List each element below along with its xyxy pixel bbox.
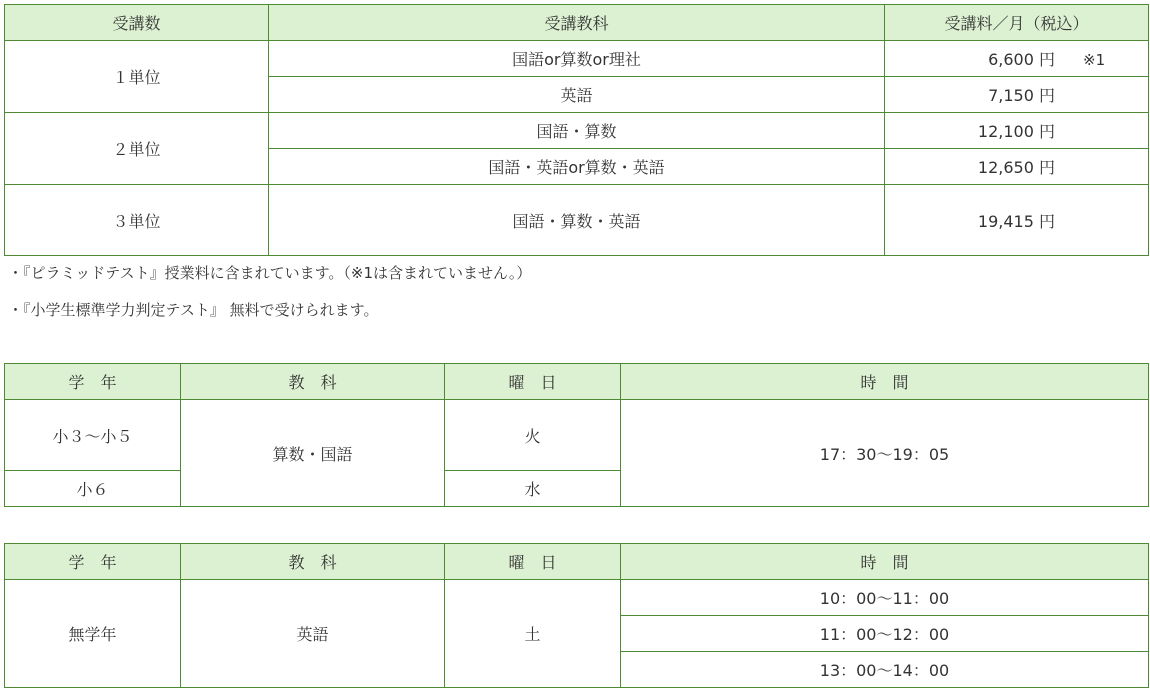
s2-header-day: 曜 日 xyxy=(445,544,621,580)
unit2-label: ２単位 xyxy=(5,113,269,185)
s1-grade-b: 小６ xyxy=(5,471,181,507)
s1-subject: 算数・国語 xyxy=(181,400,445,507)
s1-day-b: 水 xyxy=(445,471,621,507)
s1-header-day: 曜 日 xyxy=(445,364,621,400)
unit1-price-cell-1 xyxy=(885,41,1149,77)
note-pyramid-test: ・『ピラミッドテスト』授業料に含まれています。（※1は含まれていません。） xyxy=(8,264,532,282)
s2-grade: 無学年 xyxy=(5,580,181,688)
s2-subject: 英語 xyxy=(181,580,445,688)
unit2-price-cell-2 xyxy=(885,149,1149,185)
unit3-label: ３単位 xyxy=(5,185,269,256)
unit1-label: １単位 xyxy=(5,41,269,113)
s2-header-subject: 教 科 xyxy=(181,544,445,580)
s1-time: 17：30〜19：05 xyxy=(621,400,1149,507)
unit3-subject: 国語・算数・英語 xyxy=(269,185,885,256)
unit2-subject-1: 国語・算数 xyxy=(269,113,885,149)
s1-header-time: 時 間 xyxy=(621,364,1149,400)
s1-grade-a: 小３〜小５ xyxy=(5,400,181,471)
unit3-price: 19,415 円 xyxy=(977,211,1055,231)
s2-day: 土 xyxy=(445,580,621,688)
schedule-table-1 xyxy=(4,363,1149,507)
s1-header-grade: 学 年 xyxy=(5,364,181,400)
s2-header-time: 時 間 xyxy=(621,544,1149,580)
note-standard-test: ・『小学生標準学力判定テスト』 無料で受けられます。 xyxy=(8,301,379,319)
s2-time-3: 13：00〜14：00 xyxy=(621,652,1149,688)
fee-table xyxy=(4,4,1149,256)
s1-header-subject: 教 科 xyxy=(181,364,445,400)
schedule-table-2 xyxy=(4,543,1149,688)
unit1-price-cell-2 xyxy=(885,77,1149,113)
unit2-price-2: 12,650 円 xyxy=(977,158,1055,177)
unit1-price-1: 6,600 円 xyxy=(988,50,1055,69)
unit1-subject-2: 英語 xyxy=(269,77,885,113)
fee-header-subject: 受講教科 xyxy=(269,5,885,41)
unit3-price-cell xyxy=(885,185,1149,256)
unit1-price-2: 7,150 円 xyxy=(988,86,1055,105)
unit2-subject-2: 国語・英語or算数・英語 xyxy=(269,149,885,185)
s2-time-1: 10：00〜11：00 xyxy=(621,580,1149,616)
unit2-price-1: 12,100 円 xyxy=(977,122,1055,141)
s2-header-grade: 学 年 xyxy=(5,544,181,580)
note-mark: ※1 xyxy=(1083,51,1106,69)
unit1-subject-1: 国語or算数or理社 xyxy=(269,41,885,77)
unit2-price-cell-1 xyxy=(885,113,1149,149)
fee-header-price: 受講料／月（税込） xyxy=(885,5,1149,41)
fee-header-count: 受講数 xyxy=(5,5,269,41)
s1-day-a: 火 xyxy=(445,400,621,471)
s2-time-2: 11：00〜12：00 xyxy=(621,616,1149,652)
